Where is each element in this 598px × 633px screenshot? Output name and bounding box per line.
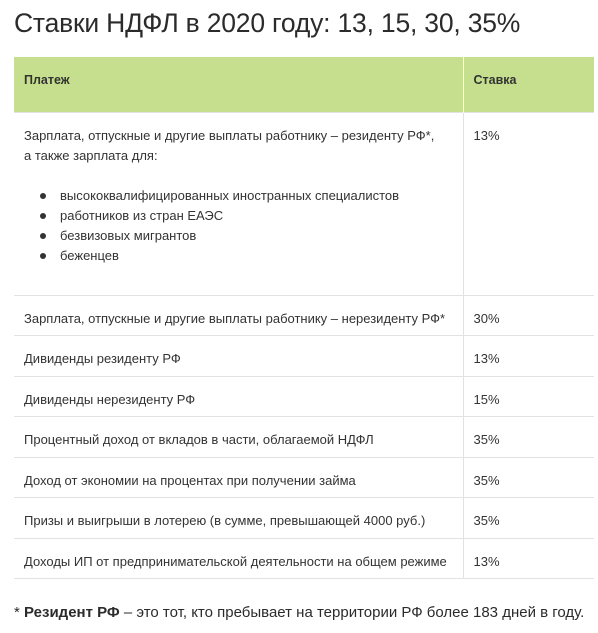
table-row <box>14 295 594 336</box>
table-row <box>14 417 594 458</box>
payment-cell <box>14 112 463 295</box>
list-item <box>40 186 463 206</box>
rate-cell: 13% <box>463 112 594 295</box>
list-item <box>40 226 463 246</box>
bullet-list <box>24 186 463 266</box>
payment-cell: Призы и выигрыши в лотерею (в сумме, превышающей 4000 руб.) <box>14 498 463 539</box>
payment-text-line: а также зарплата для: <box>24 147 158 163</box>
list-item-text: безвизовых мигрантов <box>60 227 197 243</box>
list-item <box>40 206 463 226</box>
column-header-payment: Платеж <box>14 57 463 112</box>
column-header-rate: Ставка <box>463 57 594 112</box>
list-item-text: беженцев <box>60 247 119 263</box>
rate-cell: 13% <box>463 538 594 579</box>
table-row <box>14 336 594 377</box>
table-row <box>14 498 594 539</box>
payment-cell: Процентный доход от вкладов в части, облагаемой НДФЛ <box>14 417 463 458</box>
list-item <box>40 246 463 266</box>
tax-rates-table <box>14 57 594 579</box>
table-row <box>14 457 594 498</box>
list-item-text: высококвалифицированных иностранных специалистов <box>60 187 400 203</box>
payment-cell: Доходы ИП от предпринимательской деятельности на общем режиме <box>14 538 463 579</box>
rate-cell: 35% <box>463 498 594 539</box>
payment-cell: Дивиденды резиденту РФ <box>14 336 463 377</box>
rate-cell: 30% <box>463 295 594 336</box>
payment-cell: Зарплата, отпускные и другие выплаты работнику – нерезиденту РФ* <box>14 295 463 336</box>
footnote <box>14 604 584 621</box>
table-row <box>14 376 594 417</box>
payment-text-line: Зарплата, отпускные и другие выплаты работнику – резиденту РФ*, <box>24 127 435 143</box>
footnote-term: Резидент РФ <box>24 604 120 621</box>
bullet-icon <box>40 253 46 259</box>
page-title: Ставки НДФЛ в 2020 году: 13, 15, 30, 35% <box>14 8 521 38</box>
rate-cell: 35% <box>463 417 594 458</box>
table-row <box>14 112 594 295</box>
payment-cell: Дивиденды нерезиденту РФ <box>14 376 463 417</box>
payment-cell: Доход от экономии на процентах при получении займа <box>14 457 463 498</box>
bullet-icon <box>40 193 46 199</box>
rate-cell: 15% <box>463 376 594 417</box>
bullet-icon <box>40 213 46 219</box>
footnote-text: – это тот, кто пребывает на территории РФ более 183 дней в году. <box>119 604 585 621</box>
table-body <box>14 112 594 579</box>
rate-cell: 13% <box>463 336 594 377</box>
list-item-text: работников из стран ЕАЭС <box>60 207 224 223</box>
bullet-icon <box>40 233 46 239</box>
footnote-star: * <box>14 604 20 621</box>
rate-cell: 35% <box>463 457 594 498</box>
table-header-row <box>14 57 594 112</box>
table-row <box>14 538 594 579</box>
